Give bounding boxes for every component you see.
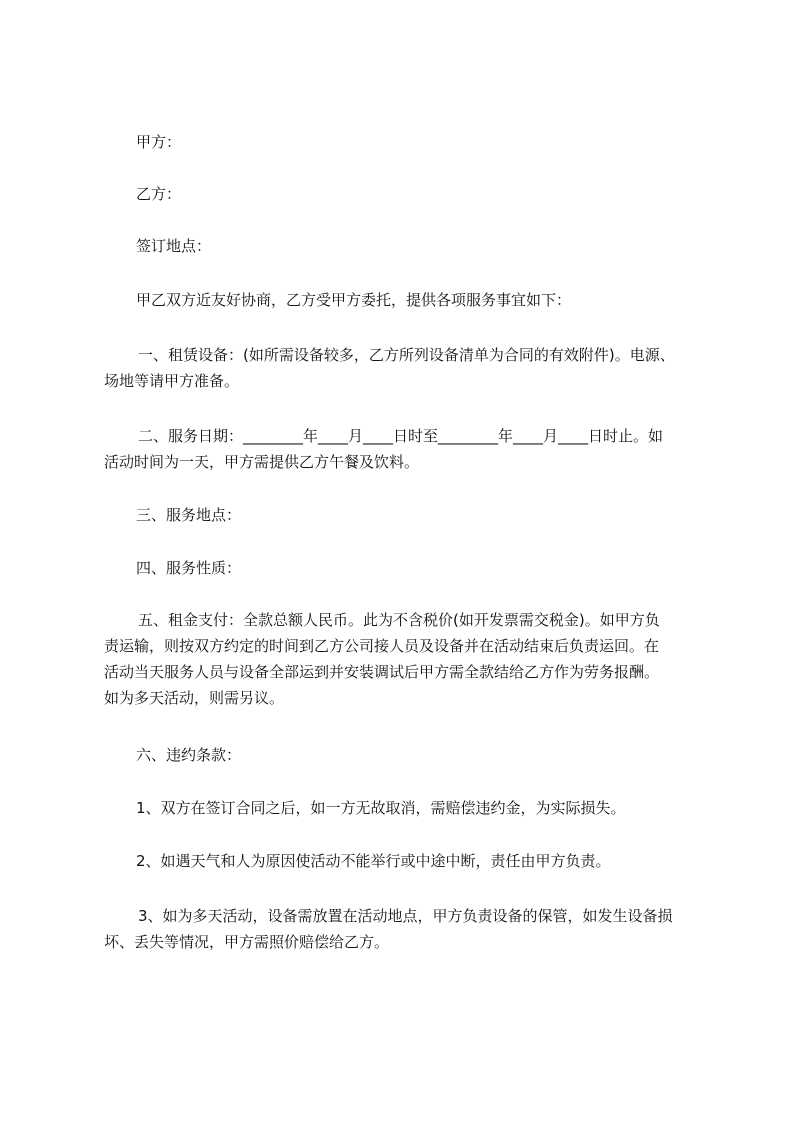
item-5-line-1: 五、租金支付：全款总额人民币。此为不含税价(如开发票需交税金)。如甲方负 [138,611,660,629]
clause-1: 1、双方在签订合同之后，如一方无故取消，需赔偿违约金，为实际损失。 [136,799,626,817]
party-b-label: 乙方： [136,185,182,203]
item-5-line-2: 责运输，则按双方约定的时间到乙方公司接人员及设备并在活动结束后负责运回。在 [104,637,660,655]
clause-3 [104,903,704,955]
item-5-line-3: 活动当天服务人员与设备全部运到并安装调试后甲方需全款结给乙方作为劳务报酬。 [104,663,660,681]
clause-3-line-2: 坏、丢失等情况，甲方需照价赔偿给乙方。 [104,933,390,951]
item-2-line-1: 二、服务日期：________年____月____日时至________年____月____日时止。如 [138,427,664,445]
item-5-line-4: 如为多天活动，则需另议。 [104,689,285,707]
item-6-breach-clauses: 六、违约条款： [136,746,242,764]
intro-paragraph: 甲乙双方近友好协商，乙方受甲方委托，提供各项服务事宜如下： [136,291,572,309]
item-3-service-location: 三、服务地点： [136,506,242,524]
item-5-rent-payment [104,607,704,711]
sign-place-label: 签订地点： [136,237,212,255]
item-1-line-2: 场地等请甲方准备。 [104,372,240,390]
clause-3-line-1: 3、如为多天活动，设备需放置在活动地点，甲方负责设备的保管，如发生设备损 [138,907,673,925]
item-4-service-nature: 四、服务性质： [136,559,242,577]
item-1-line-1: 一、租赁设备：(如所需设备较多，乙方所列设备清单为合同的有效附件)。电源、 [138,346,675,364]
party-a-label: 甲方： [136,133,182,151]
item-2-line-2: 活动时间为一天，甲方需提供乙方午餐及饮料。 [104,453,420,471]
clause-2: 2、如遇天气和人为原因使活动不能举行或中途中断，责任由甲方负责。 [136,852,611,870]
item-2-service-date [104,423,704,475]
item-1-rental-equipment [104,342,704,394]
